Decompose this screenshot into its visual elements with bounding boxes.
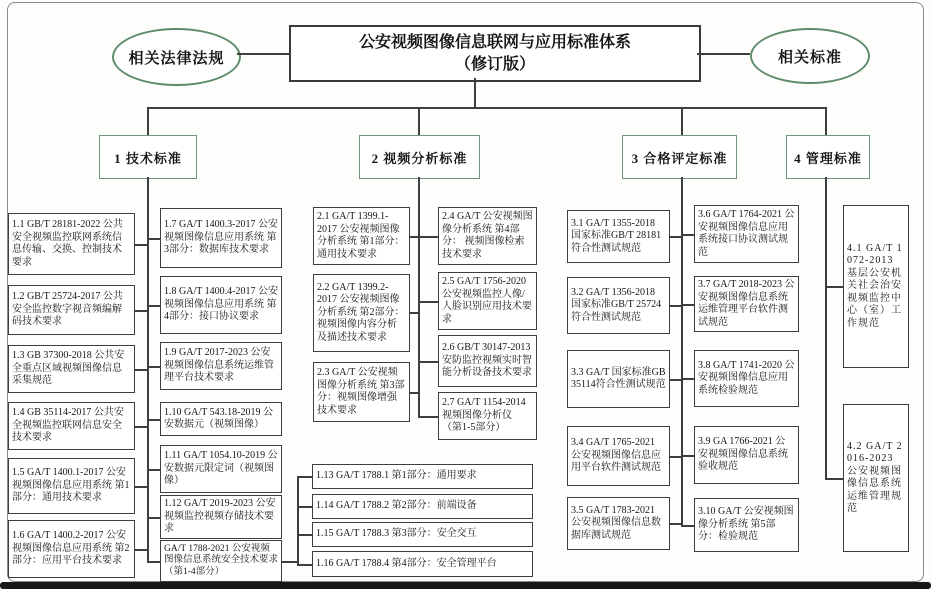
connector-line: [670, 523, 681, 525]
connector-line: [670, 305, 681, 307]
connector-line: [282, 561, 297, 563]
connector-line: [825, 478, 843, 480]
connector-line: [237, 53, 289, 55]
connector-line: [825, 177, 827, 478]
node-3-8: 3.8 GA/T 1741-2020 公安视频图像信息应用系统检验规范: [694, 350, 799, 407]
branch-conformity-assessment-standards: 3 合格评定标准: [622, 135, 737, 179]
connector-line: [681, 525, 694, 527]
node-3-5: 3.5 GA/T 1783-2021 公安视频图像信息数据库测试规范: [567, 497, 670, 550]
node-1-7: 1.7 GA/T 1400.3-2017 公安视频图像信息应用系统 第3部分：数据库技术要求: [160, 208, 282, 268]
connector-line: [825, 286, 843, 288]
related-laws-label: 相关法律法规: [128, 50, 225, 67]
node-1-14: 1.14 GA/T 1788.2 第2部分：前端设备: [312, 494, 533, 519]
node-3-6: 3.6 GA/T 1764-2021 公安视频图像信息应用系统接口协议测试规范: [694, 205, 799, 263]
connector-line: [147, 366, 160, 368]
node-2-3: 2.3 GA/T 公安视频图像分析系统 第3部分：视频图像增强技术要求: [313, 362, 410, 422]
node-1-10: 1.10 GA/T 543.18-2019 公安数据元（视频图像）: [160, 402, 282, 436]
connector-line: [297, 506, 312, 508]
node-1-9: 1.9 GA/T 2017-2023 公安视频图像信息系统运维管理平台技术要求: [160, 342, 282, 390]
connector-line: [147, 177, 149, 561]
connector-line: [297, 476, 299, 564]
node-2-5: 2.5 GA/T 1756-2020 公安视频监控人像/人脸识别应用技术要求: [438, 272, 537, 330]
node-3-9: 3.9 GA 1766-2021 公安视频图像信息系统验收规范: [694, 426, 799, 484]
connector-line: [135, 369, 147, 371]
connector-line: [135, 310, 147, 312]
node-3-2: 3.2 GA/T 1356-2018 国家标准GB/T 25724符合性测试规范: [567, 277, 670, 334]
node-4-2: 4.2 GA/T 2016-2023 公安视频图像信息系统运维管理规范: [843, 404, 909, 552]
node-4-1: 4.1 GA/T 1072-2013 基层公安机关社会治安视频监控中心（室）工作规范: [843, 205, 909, 368]
node-2-2: 2.2 GA/T 1399.2-2017 公安视频图像分析系统 第2部分： 视频图像内容分析及描述技术要求: [313, 274, 410, 352]
diagram-title-box: [289, 25, 701, 82]
connector-line: [681, 234, 694, 236]
connector-line: [681, 107, 683, 135]
connector-line: [297, 476, 312, 478]
connector-line: [697, 53, 750, 55]
node-3-7: 3.7 GA/T 2018-2023 公安视频图像信息系统运维管理平台软件测试规范: [694, 276, 799, 332]
node-2-1: 2.1 GA/T 1399.1-2017 公安视频图像分析系统 第1部分： 通用技术要求: [313, 207, 410, 265]
connector-line: [297, 564, 312, 566]
node-1-6: 1.6 GA/T 1400.2-2017 公安视频图像信息应用系统 第2部分：应用平台技术要求: [8, 520, 135, 578]
node-2-7: 2.7 GA/T 1154-2014 视频图像分析仪 （第1-5部分）: [438, 392, 537, 440]
node-3-10: 3.10 GA/T 公安视频图像分析系统 第5部分：检验规范: [694, 498, 799, 552]
node-1-3: 1.3 GB 37300-2018 公共安全重点区域视频图像信息采集规范: [8, 345, 135, 393]
related-laws-ellipse: [112, 28, 241, 86]
node-1-1: 1.1 GB/T 28181-2022 公共安全视频监控联网系统信息传输、交换、控制技术要求: [8, 213, 135, 275]
connector-line: [410, 392, 418, 394]
connector-line: [135, 426, 147, 428]
connector-line: [147, 561, 160, 563]
connector-line: [147, 238, 160, 240]
connector-line: [670, 456, 681, 458]
node-3-4: 3.4 GA/T 1765-2021 公安视频图像信息应用平台软件测试规范: [567, 426, 670, 486]
node-1-13: 1.13 GA/T 1788.1 第1部分：通用要求: [312, 464, 533, 489]
page-bottom-edge: [0, 582, 931, 589]
connector-line: [670, 236, 681, 238]
connector-line: [147, 305, 160, 307]
branch-technical-standards: 1 技术标准: [99, 135, 197, 179]
diagram-title-line1: 公安视频图像信息联网与应用标准体系: [358, 33, 631, 51]
connector-line: [147, 419, 160, 421]
connector-line: [418, 177, 420, 416]
connector-line: [418, 107, 420, 135]
node-gat-1788: GA/T 1788-2021 公安视频图像信息系统安全技术要求（第1-4部分）: [160, 540, 282, 582]
node-1-5: 1.5 GA/T 1400.1-2017 公安视频图像信息应用系统 第1部分：通用技术要求: [8, 458, 135, 514]
connector-line: [135, 486, 147, 488]
diagram-title-line2: （修订版）: [454, 55, 535, 73]
connector-line: [681, 177, 683, 525]
node-3-1: 3.1 GA/T 1355-2018 国家标准GB/T 28181符合性测试规范: [567, 210, 670, 263]
node-2-4: 2.4 GA/T 公安视频图像分析系统 第4部分： 视频图像检索技术要求: [438, 207, 537, 265]
connector-line: [135, 244, 147, 246]
connector-line: [410, 236, 418, 238]
node-1-8: 1.8 GA/T 1400.4-2017 公安视频图像信息应用系统 第4部分：接口协议要求: [160, 276, 282, 334]
node-1-12: 1.12 GA/T 2019-2023 公安视频监控视频存储技术要求: [160, 495, 282, 539]
branch-management-standards: 4 管理标准: [786, 135, 870, 179]
connector-line: [147, 469, 160, 471]
node-1-16: 1.16 GA/T 1788.4 第4部分：安全管理平台: [312, 551, 533, 577]
connector-line: [147, 517, 160, 519]
connector-line: [474, 78, 476, 107]
connector-line: [297, 534, 312, 536]
connector-line: [418, 236, 438, 238]
node-1-11: 1.11 GA/T 1054.10-2019 公安数据元限定词（视频图像）: [160, 445, 282, 493]
connector-line: [418, 361, 438, 363]
node-1-2: 1.2 GB/T 25724-2017 公共安全监控数字视音频编解码技术要求: [8, 285, 135, 335]
connector-line: [670, 379, 681, 381]
node-3-3: 3.3 GA/T 国家标准GB 35114符合性测试规范: [567, 350, 670, 408]
connector-line: [681, 304, 694, 306]
connector-line: [147, 107, 826, 109]
node-1-4: 1.4 GB 35114-2017 公共安全视频监控联网信息安全技术要求: [8, 402, 135, 450]
connector-line: [418, 416, 438, 418]
related-standards-label: 相关标准: [777, 49, 842, 66]
related-standards-ellipse: [750, 28, 870, 84]
connector-line: [681, 378, 694, 380]
node-1-15: 1.15 GA/T 1788.3 第3部分：安全交互: [312, 522, 533, 547]
connector-line: [135, 549, 147, 551]
connector-line: [681, 455, 694, 457]
connector-line: [410, 312, 418, 314]
connector-line: [147, 107, 149, 135]
node-2-6: 2.6 GB/T 30147-2013 安防监控视频实时智能分析设备技术要求: [438, 335, 537, 387]
connector-line: [825, 107, 827, 135]
connector-line: [418, 301, 438, 303]
branch-video-analysis-standards: 2 视频分析标准: [359, 135, 480, 179]
